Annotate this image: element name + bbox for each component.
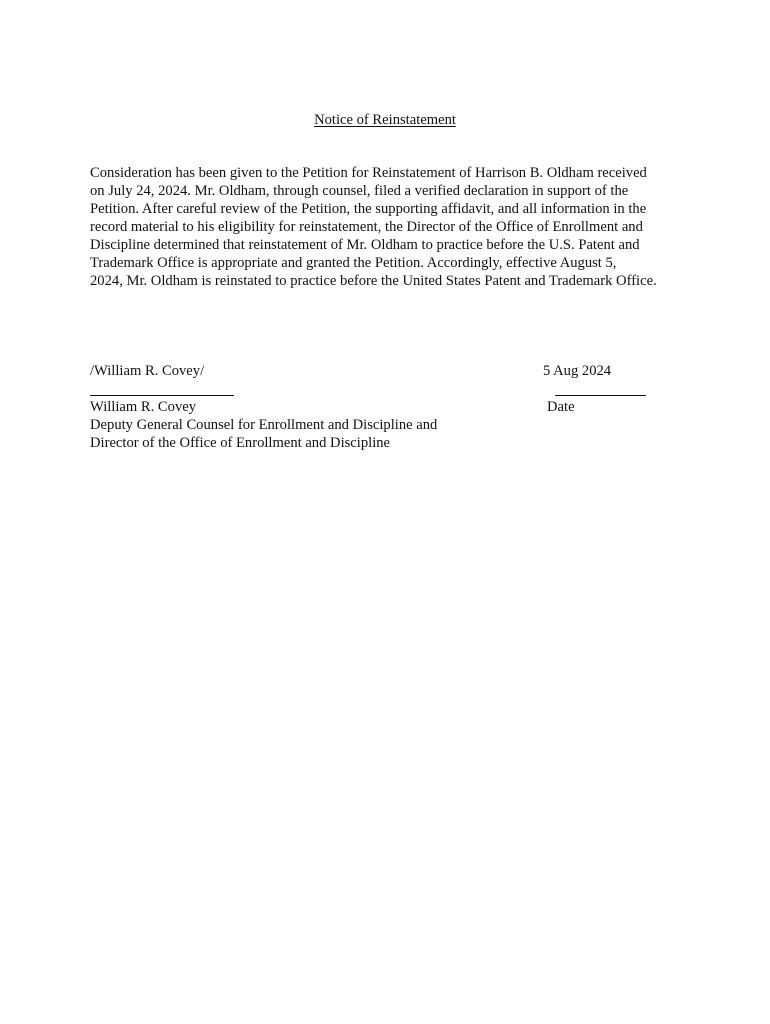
electronic-signature: /William R. Covey/ <box>90 363 205 379</box>
date-line <box>555 380 646 398</box>
signer-title-line-2: Director of the Office of Enrollment and Discipline <box>90 435 391 451</box>
body-line: on July 24, 2024. Mr. Oldham, through counsel, filed a verified declaration in support of the <box>90 183 629 199</box>
signature-block <box>90 362 510 452</box>
body-line: Trademark Office is appropriate and granted the Petition. Accordingly, effective August 5, <box>90 255 617 271</box>
body-line: 2024, Mr. Oldham is reinstated to practice before the United States Patent and Trademark Office. <box>90 273 657 289</box>
signature-date: 5 Aug 2024 <box>543 363 612 379</box>
date-block <box>543 362 683 416</box>
date-label: Date <box>547 399 575 415</box>
signer-printed-name: William R. Covey <box>90 399 197 415</box>
body-line: record material to his eligibility for reinstatement, the Director of the Office of Enrollment and <box>90 219 643 235</box>
document-title: Notice of Reinstatement <box>314 112 456 128</box>
notice-body-paragraph <box>90 164 690 290</box>
body-line: Discipline determined that reinstatement of Mr. Oldham to practice before the U.S. Patent and <box>90 237 640 253</box>
signer-title-line-1: Deputy General Counsel for Enrollment and Discipline and <box>90 417 438 433</box>
signature-line <box>90 380 234 398</box>
body-line: Consideration has been given to the Petition for Reinstatement of Harrison B. Oldham received <box>90 165 647 181</box>
body-line: Petition. After careful review of the Petition, the supporting affidavit, and all information in the <box>90 201 647 217</box>
